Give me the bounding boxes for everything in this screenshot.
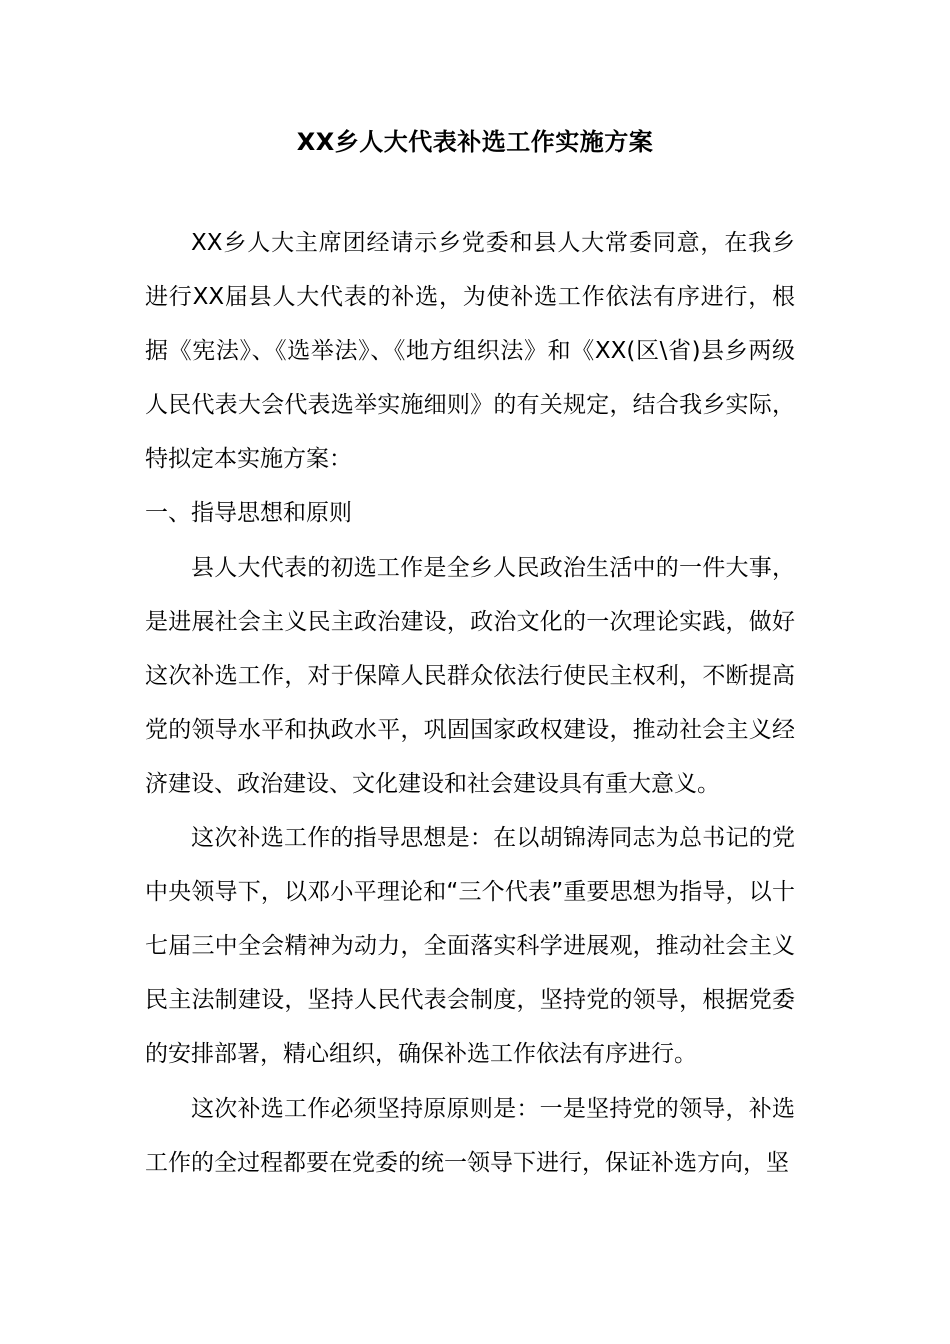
document-body	[145, 216, 795, 1190]
document-title: XX乡人大代表补选工作实施方案	[296, 128, 654, 156]
section-heading: 一、指导思想和原则	[145, 500, 352, 527]
intro-paragraph: XX乡人大主席团经请示乡党委和县人大常委同意，在我乡进行XX届县人大代表的补选，为使补选工作依法有序进行，根据《宪法》、《选举法》、《地方组织法》和《XX(区\省)县乡两级人民代表大会代表选举实施细则》的有关规定，结合我乡实际，特拟定本实施方案：	[145, 230, 795, 473]
body-paragraph-principles: 这次补选工作必须坚持原原则是：一是坚持党的领导，补选工作的全过程都要在党委的统一领导下进行，保证补选方向，坚	[145, 1095, 795, 1176]
body-paragraph-guiding-thought: 这次补选工作的指导思想是：在以胡锦涛同志为总书记的党中央领导下，以邓小平理论和“三个代表”重要思想为指导，以十七届三中全会精神为动力，全面落实科学进展观，推动社会主义民主法制建设，坚持人民代表会制度，坚持党的领导，根据党委的安排部署，精心组织，确保补选工作依法有序进行。	[145, 825, 795, 1068]
body-paragraph-significance: 县人大代表的初选工作是全乡人民政治生活中的一件大事，是进展社会主义民主政治建设，政治文化的一次理论实践，做好这次补选工作，对于保障人民群众依法行使民主权利，不断提高党的领导水平和执政水平，巩固国家政权建设，推动社会主义经济建设、政治建设、文化建设和社会建设具有重大意义。	[145, 554, 795, 797]
